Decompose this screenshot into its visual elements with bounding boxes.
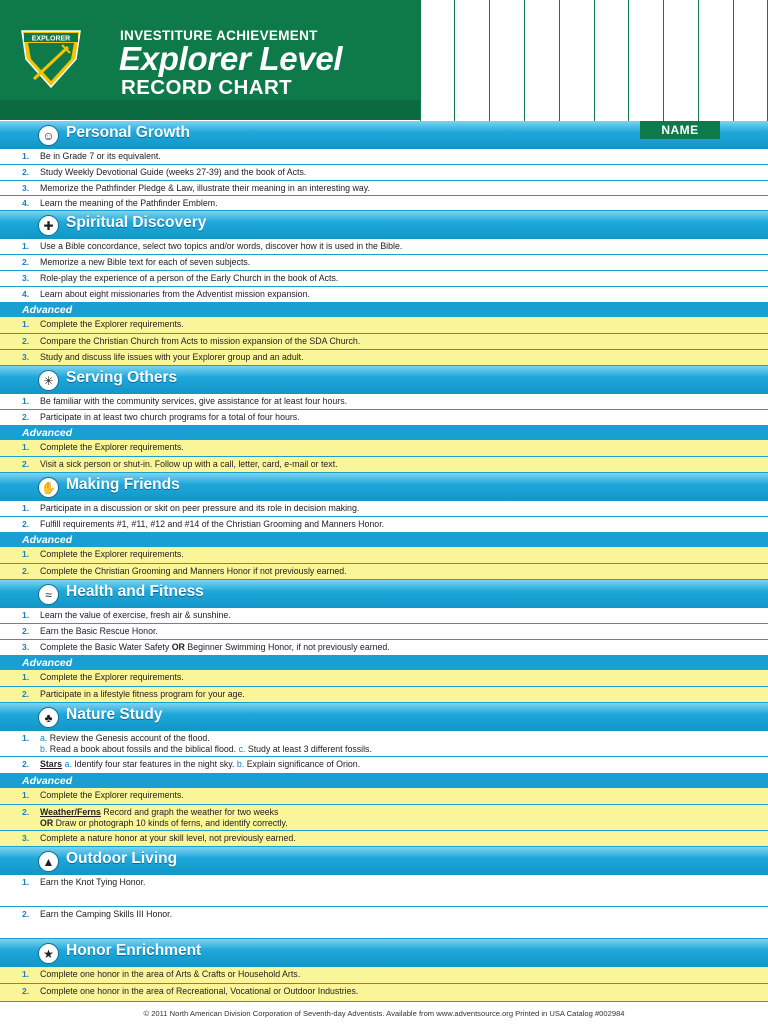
section-outdoor-living [0,847,768,875]
page-title: Explorer Level [119,40,343,77]
section-title: Health and Fitness [66,583,204,600]
requirement-row: 3. Complete a nature honor at your skill level, not previously earned. [0,831,768,847]
requirement-row: 2. Study Weekly Devotional Guide (weeks 27-39) and the book of Acts. [0,165,768,181]
tree-icon: ♣ [38,707,59,728]
requirement-row: 2. Complete one honor in the area of Recreational, Vocational or Outdoor Industries. [0,984,768,1002]
header-band [0,100,420,120]
section-title: Serving Others [66,369,178,386]
requirement-row: 3. Memorize the Pathfinder Pledge & Law, illustrate their meaning in an interesting way. [0,181,768,196]
requirement-row: 1. Complete the Explorer requirements. [0,788,768,805]
requirement-row: 1. Be familiar with the community services, give assistance for at least four hours. [0,394,768,410]
swimmer-icon: ≈ [38,584,59,605]
header-top-line: INVESTITURE ACHIEVEMENT [120,28,318,43]
section-title: Outdoor Living [66,850,178,867]
section-title: Spiritual Discovery [66,214,207,231]
requirement-row: 4. Learn the meaning of the Pathfinder Emblem. [0,196,768,211]
requirement-row: 2. Complete the Christian Grooming and Manners Honor if not previously earned. [0,564,768,580]
requirement-row: 3. Complete the Basic Water Safety OR Beginner Swimming Honor, if not previously earned. [0,640,768,656]
advanced-bar: Advanced [0,533,768,547]
section-making-friends [0,473,768,501]
requirement-row: 2. Compare the Christian Church from Acts to mission expansion of the SDA Church. [0,334,768,350]
page-subtitle: RECORD CHART [121,76,293,99]
section-honor-enrichment [0,939,768,967]
star-icon: ★ [38,943,59,964]
section-health-fitness [0,580,768,608]
requirement-row: 3. Role-play the experience of a person of the Early Church in the book of Acts. [0,271,768,287]
requirement-row: 1. Learn the value of exercise, fresh air & sunshine. [0,608,768,624]
advanced-bar: Advanced [0,656,768,670]
requirement-row: 1. Participate in a discussion or skit on peer pressure and its role in decision making. [0,501,768,517]
section-nature-study [0,703,768,731]
requirement-row: 2. Memorize a new Bible text for each of seven subjects. [0,255,768,271]
header-banner [0,0,420,120]
requirement-row: 2. Earn the Camping Skills III Honor. [0,907,768,939]
requirement-row: 1. Complete one honor in the area of Arts & Crafts or Household Arts. [0,967,768,984]
requirement-row: 2. Fulfill requirements #1, #11, #12 and #14 of the Christian Grooming and Manners Honor. [0,517,768,533]
person-icon: ☺ [38,125,59,146]
requirement-row: 1. Earn the Knot Tying Honor. [0,875,768,907]
requirement-row: 3. Study and discuss life issues with your Explorer group and an adult. [0,350,768,366]
advanced-bar: Advanced [0,303,768,317]
advanced-bar: Advanced [0,426,768,440]
explorer-emblem-icon [20,29,82,89]
section-title: Making Friends [66,476,180,493]
handshake-icon: ✋ [38,477,59,498]
requirement-row: 1. a. Review the Genesis account of the flood. b. Read a book about fossils and the biblical flood. c. Study at least 3 different fossils. [0,731,768,757]
requirement-row: 4. Learn about eight missionaries from the Adventist mission expansion. [0,287,768,303]
svg-text:EXPLORER: EXPLORER [31,35,71,43]
requirement-row: 2. Participate in a lifestyle fitness program for your age. [0,687,768,703]
section-serving-others [0,366,768,394]
advanced-bar: Advanced [0,774,768,788]
requirement-row: 1. Complete the Explorer requirements. [0,670,768,687]
requirement-row: 1. Complete the Explorer requirements. [0,317,768,334]
footer-copyright: © 2011 North American Division Corporation of Seventh-day Adventists. Available from www.adventsource.org Printed in USA Catalog #002984 [143,1009,625,1018]
requirement-row: 2. Visit a sick person or shut-in. Follow up with a call, letter, card, e-mail or text. [0,457,768,473]
requirement-row: 2. Stars a. Identify four star features in the night sky. b. Explain significance of Orion. [0,757,768,774]
requirement-row: 2. Weather/Ferns Record and graph the weather for two weeks OR Draw or photograph 10 kinds of ferns, and identify correctly. [0,805,768,831]
requirement-row: 2. Earn the Basic Rescue Honor. [0,624,768,640]
requirement-row: 2. Participate in at least two church programs for a total of four hours. [0,410,768,426]
requirement-row: 1. Be in Grade 7 or its equivalent. [0,149,768,165]
requirement-row: 1. Use a Bible concordance, select two topics and/or words, discover how it is used in the Bible. [0,239,768,255]
section-spiritual-discovery [0,211,768,239]
campfire-icon: ▲ [38,851,59,872]
hands-icon: ✳ [38,370,59,391]
requirement-row: 1. Complete the Explorer requirements. [0,547,768,564]
section-title: Personal Growth [66,124,191,141]
bible-icon: ✚ [38,215,59,236]
requirement-row: 1. Complete the Explorer requirements. [0,440,768,457]
name-label: NAME [640,121,720,139]
section-title: Nature Study [66,706,163,723]
section-title: Honor Enrichment [66,942,202,959]
